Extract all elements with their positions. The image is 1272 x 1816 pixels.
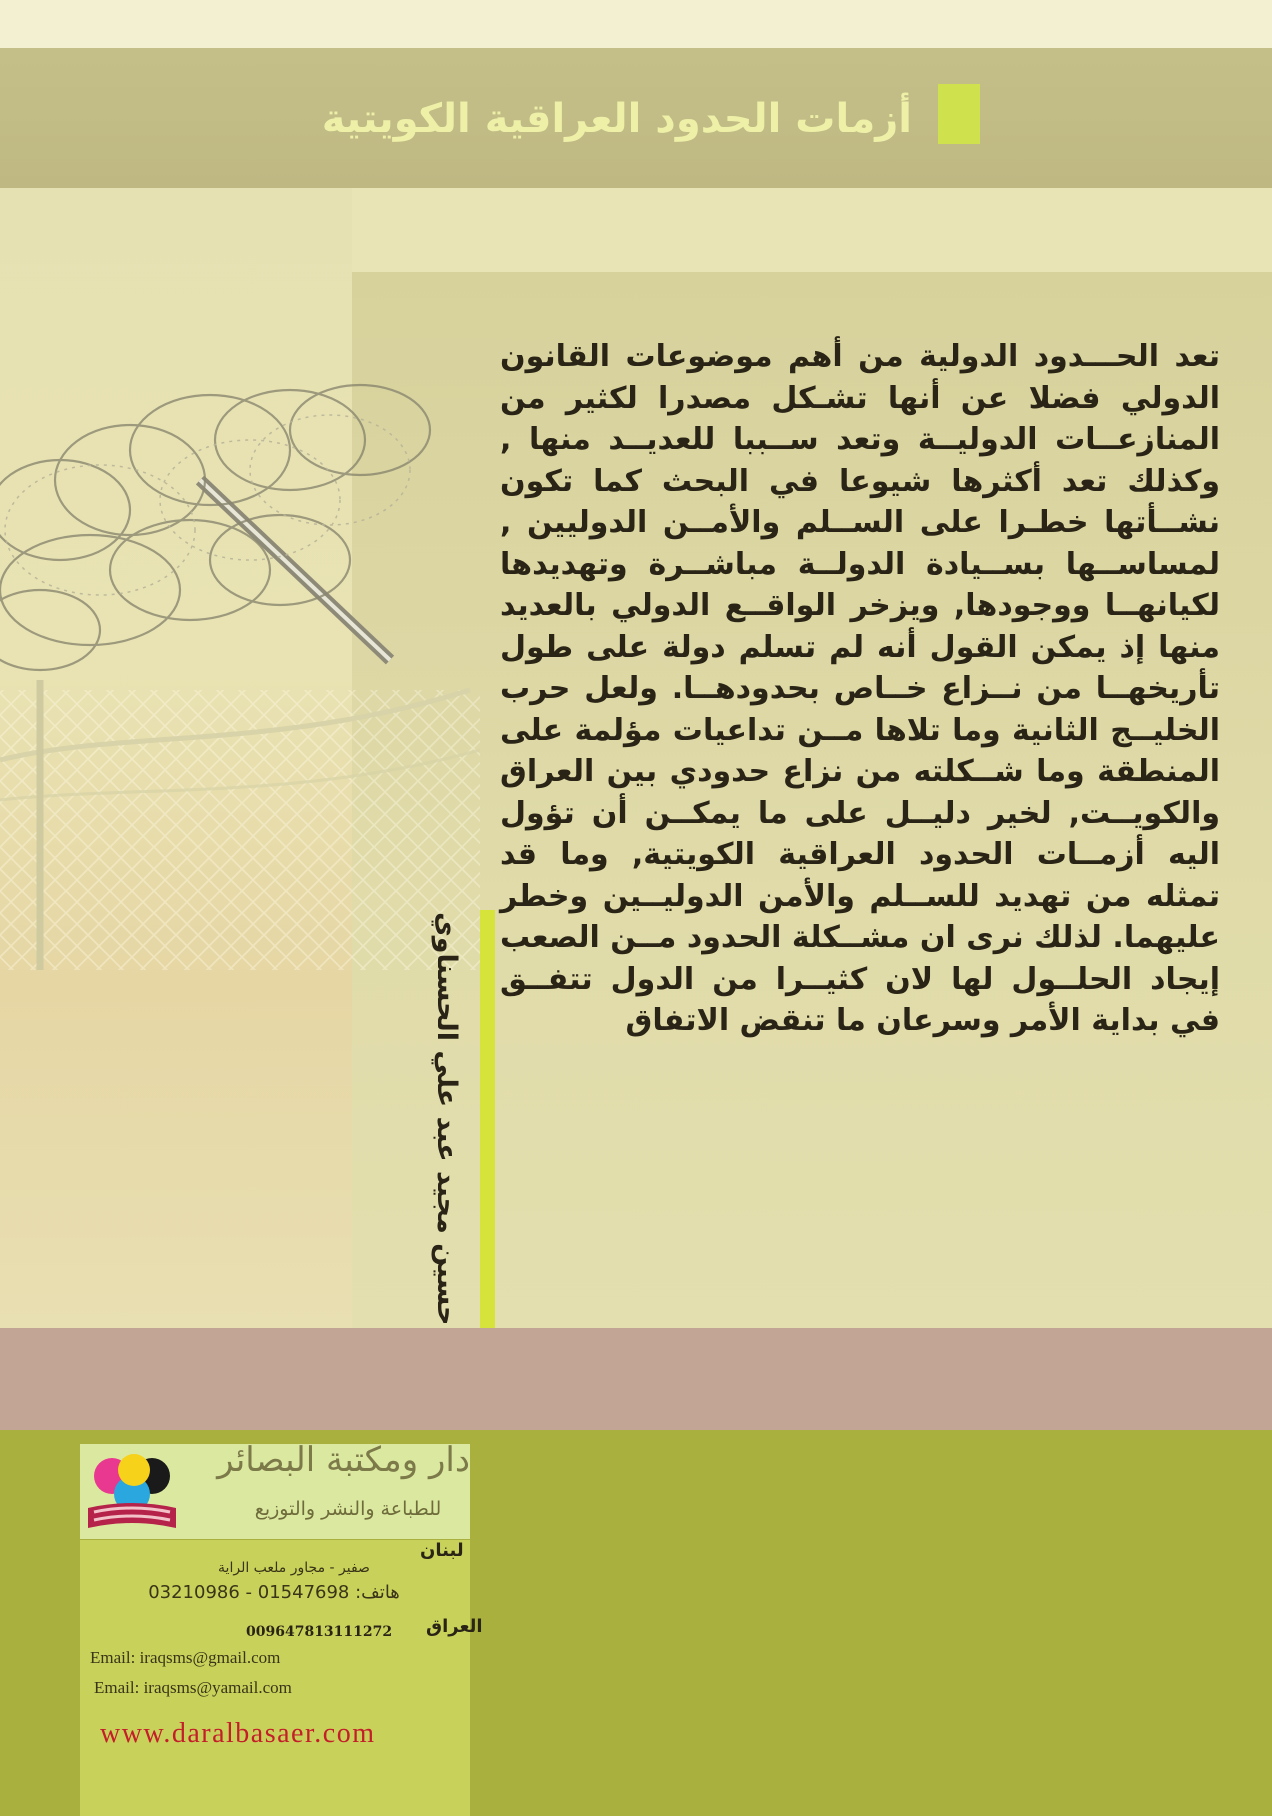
barbed-wire-fence-illustration <box>0 330 520 970</box>
iraq-phone: 009647813111272 <box>246 1624 393 1640</box>
lebanon-label: لبنان <box>420 1540 464 1561</box>
title-accent-square <box>938 84 980 144</box>
lebanon-address: صفير - مجاور ملعب الراية <box>218 1560 370 1576</box>
iraq-label: العراق <box>426 1616 483 1637</box>
email-2[interactable]: Email: iraqsms@yamail.com <box>94 1678 292 1697</box>
author-name: حسين مجيد عبد علي الحسناوي <box>431 912 462 1326</box>
email-1[interactable]: Email: iraqsms@gmail.com <box>90 1648 281 1667</box>
publisher-name: دار ومكتبة البصائر <box>217 1440 470 1480</box>
mauve-band <box>0 1328 1272 1430</box>
description-text: تعد الحـــدود الدولية من أهم موضوعات القانون الدولي فضلا عن أنها تشـكل مصدرا لكثير من المنازعــات الدوليــة وتعد ســببا للعديــد منها , وكذلك تعد أكثرها شيوعا في البحث كما تكون نشــأتها خطـرا على الســلم والأمــن الدوليين , لمساســها بســيادة الدولــة مباشــرة وتهديدها لكيانهــا ووجودها, ويزخر الواقــع الدولي بالعديد منها إذ يمكن القول أنه لم تسلم دولة على طول تأريخهــا من نــزاع خــاص بحدودهــا. ولعل حرب الخليــج الثانية وما تلاها مــن تداعيات مؤلمة على المنطقة وما شــكلته من نزاع حدودي بين العراق والكويــت, لخير دليــل على ما يمكــن أن تؤول اليه أزمــات الحدود العراقية الكويتية, وما قد تمثله من تهديد للســلم والأمن الدوليــين وخطر عليهما. لذلك نرى ان مشــكلة الحدود مــن الصعب إيجاد الحلــول لها لان كثيــرا من الدول تتفــق في بداية الأمر وسرعان ما تنقض الاتفاق <box>500 339 1220 1038</box>
open-book-with-colored-drops-icon <box>82 1448 182 1538</box>
book-title: أزمات الحدود العراقية الكويتية <box>321 96 912 142</box>
publisher-subtitle: للطباعة والنشر والتوزيع <box>254 1498 442 1520</box>
top-strip <box>0 0 1272 48</box>
lebanon-phones: 03210986 - 01547698 :هاتف <box>148 1582 400 1603</box>
website-link[interactable]: www.daralbasaer.com <box>100 1718 376 1749</box>
